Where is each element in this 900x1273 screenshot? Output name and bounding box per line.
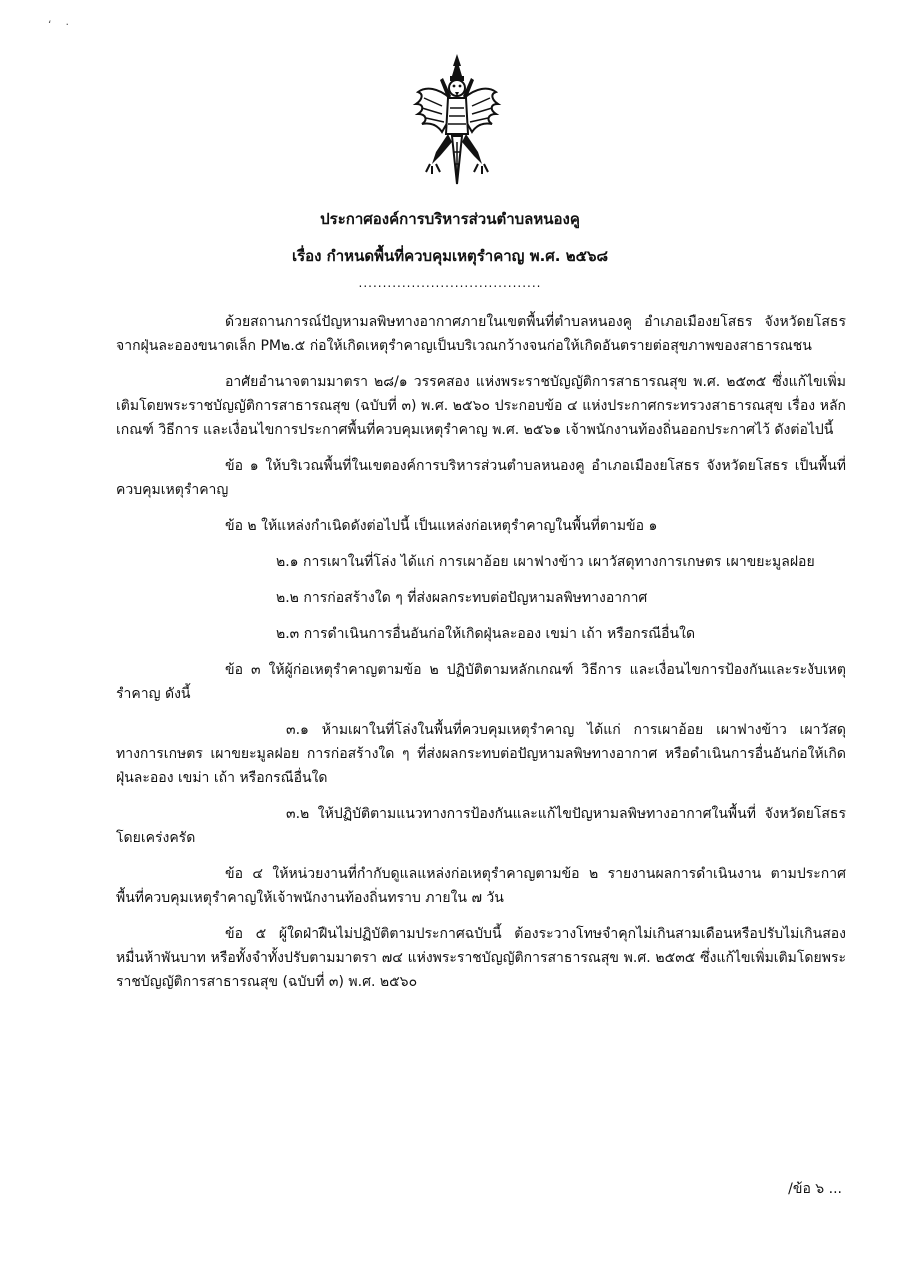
announcement-title: ประกาศองค์การบริหารส่วนตำบลหนองคู <box>320 210 580 228</box>
clause-4: ข้อ ๔ ให้หน่วยงานที่กำกับดูแลแหล่งก่อเหตุรำคาญตามข้อ ๒ รายงานผลการดำเนินงาน ตามประกาศพื้นที่ควบคุมเหตุรำคาญให้เจ้าพนักงานท้องถิ่นทราบ ภายใน ๗ วัน <box>116 866 846 906</box>
announcement-subject: เรื่อง กำหนดพื้นที่ควบคุมเหตุรำคาญ พ.ศ. ๒๕๖๘ <box>291 247 609 265</box>
scan-specks: ʻ · <box>48 18 69 31</box>
clause-2: ข้อ ๒ ให้แหล่งกำเนิดดังต่อไปนี้ เป็นแหล่งก่อเหตุรำคาญในพื้นที่ตามข้อ ๑ <box>225 518 658 534</box>
clause-3-2: ๓.๒ ให้ปฏิบัติตามแนวทางการป้องกันและแก้ไขปัญหามลพิษทางอากาศในพื้นที่ จังหวัดยโสธร โดยเคร่งครัด <box>116 806 846 846</box>
clause-2-3: ๒.๓ การดำเนินการอื่นอันก่อให้เกิดฝุ่นละออง เขม่า เถ้า หรือกรณีอื่นใด <box>276 626 696 642</box>
clause-1: ข้อ ๑ ให้บริเวณพื้นที่ในเขตองค์การบริหารส่วนตำบลหนองคู อำเภอเมืองยโสธร จังหวัดยโสธร เป็นพื้นที่ควบคุมเหตุรำคาญ <box>116 458 846 498</box>
announcement-body <box>116 310 846 1006</box>
clause-3: ข้อ ๓ ให้ผู้ก่อเหตุรำคาญตามข้อ ๒ ปฏิบัติตามหลักเกณฑ์ วิธีการ และเงื่อนไขการป้องกันและระงับเหตุรำคาญ ดังนี้ <box>116 662 846 702</box>
next-page-marker: /ข้อ ๖ ... <box>788 1181 842 1197</box>
clause-3-1: ๓.๑ ห้ามเผาในที่โล่งในพื้นที่ควบคุมเหตุรำคาญ ได้แก่ การเผาอ้อย เผาฟางข้าว เผาวัสดุทางการเกษตร เผาขยะมูลฝอย การก่อสร้างใด ๆ ที่ส่งผลกระทบต่อปัญหามลพิษทางอากาศ หรือดำเนินการอื่นอันก่อให้เกิดฝุ่นละออง เขม่า เถ้า หรือกรณีอื่นใด <box>116 722 846 786</box>
title-separator: ...................................... <box>358 276 542 290</box>
clause-2-1: ๒.๑ การเผาในที่โล่ง ได้แก่ การเผาอ้อย เผาฟางข้าว เผาวัสดุทางการเกษตร เผาขยะมูลฝอย <box>276 554 815 570</box>
paragraph-background: ด้วยสถานการณ์ปัญหามลพิษทางอากาศภายในเขตพื้นที่ตำบลหนองคู อำเภอเมืองยโสธร จังหวัดยโสธร จากฝุ่นละอองขนาดเล็ก PM๒.๕ ก่อให้เกิดเหตุรำคาญเป็นบริเวณกว้างจนก่อให้เกิดอันตรายต่อสุขภาพของสาธารณชน <box>116 314 846 354</box>
clause-2-2: ๒.๒ การก่อสร้างใด ๆ ที่ส่งผลกระทบต่อปัญหามลพิษทางอากาศ <box>276 590 648 606</box>
clause-5: ข้อ ๕ ผู้ใดฝ่าฝืนไม่ปฏิบัติตามประกาศฉบับนี้ ต้องระวางโทษจำคุกไม่เกินสามเดือนหรือปรับไม่เกินสองหมื่นห้าพันบาท หรือทั้งจำทั้งปรับตามมาตรา ๗๔ แห่งพระราชบัญญัติการสาธารณสุข พ.ศ. ๒๕๓๕ ซึ่งแก้ไขเพิ่มเติมโดยพระราชบัญญัติการสาธารณสุข (ฉบับที่ ๓) พ.ศ. ๒๕๖๐ <box>116 926 846 990</box>
garuda-emblem <box>412 52 502 192</box>
paragraph-authority: อาศัยอำนาจตามมาตรา ๒๘/๑ วรรคสอง แห่งพระราชบัญญัติการสาธารณสุข พ.ศ. ๒๕๓๕ ซึ่งแก้ไขเพิ่มเติมโดยพระราชบัญญัติการสาธารณสุข (ฉบับที่ ๓) พ.ศ. ๒๕๖๐ ประกอบข้อ ๔ แห่งประกาศกระทรวงสาธารณสุข เรื่อง หลักเกณฑ์ วิธีการ และเงื่อนไขการประกาศพื้นที่ควบคุมเหตุรำคาญ พ.ศ. ๒๕๖๑ เจ้าพนักงานท้องถิ่นออกประกาศไว้ ดังต่อไปนี้ <box>116 374 846 438</box>
